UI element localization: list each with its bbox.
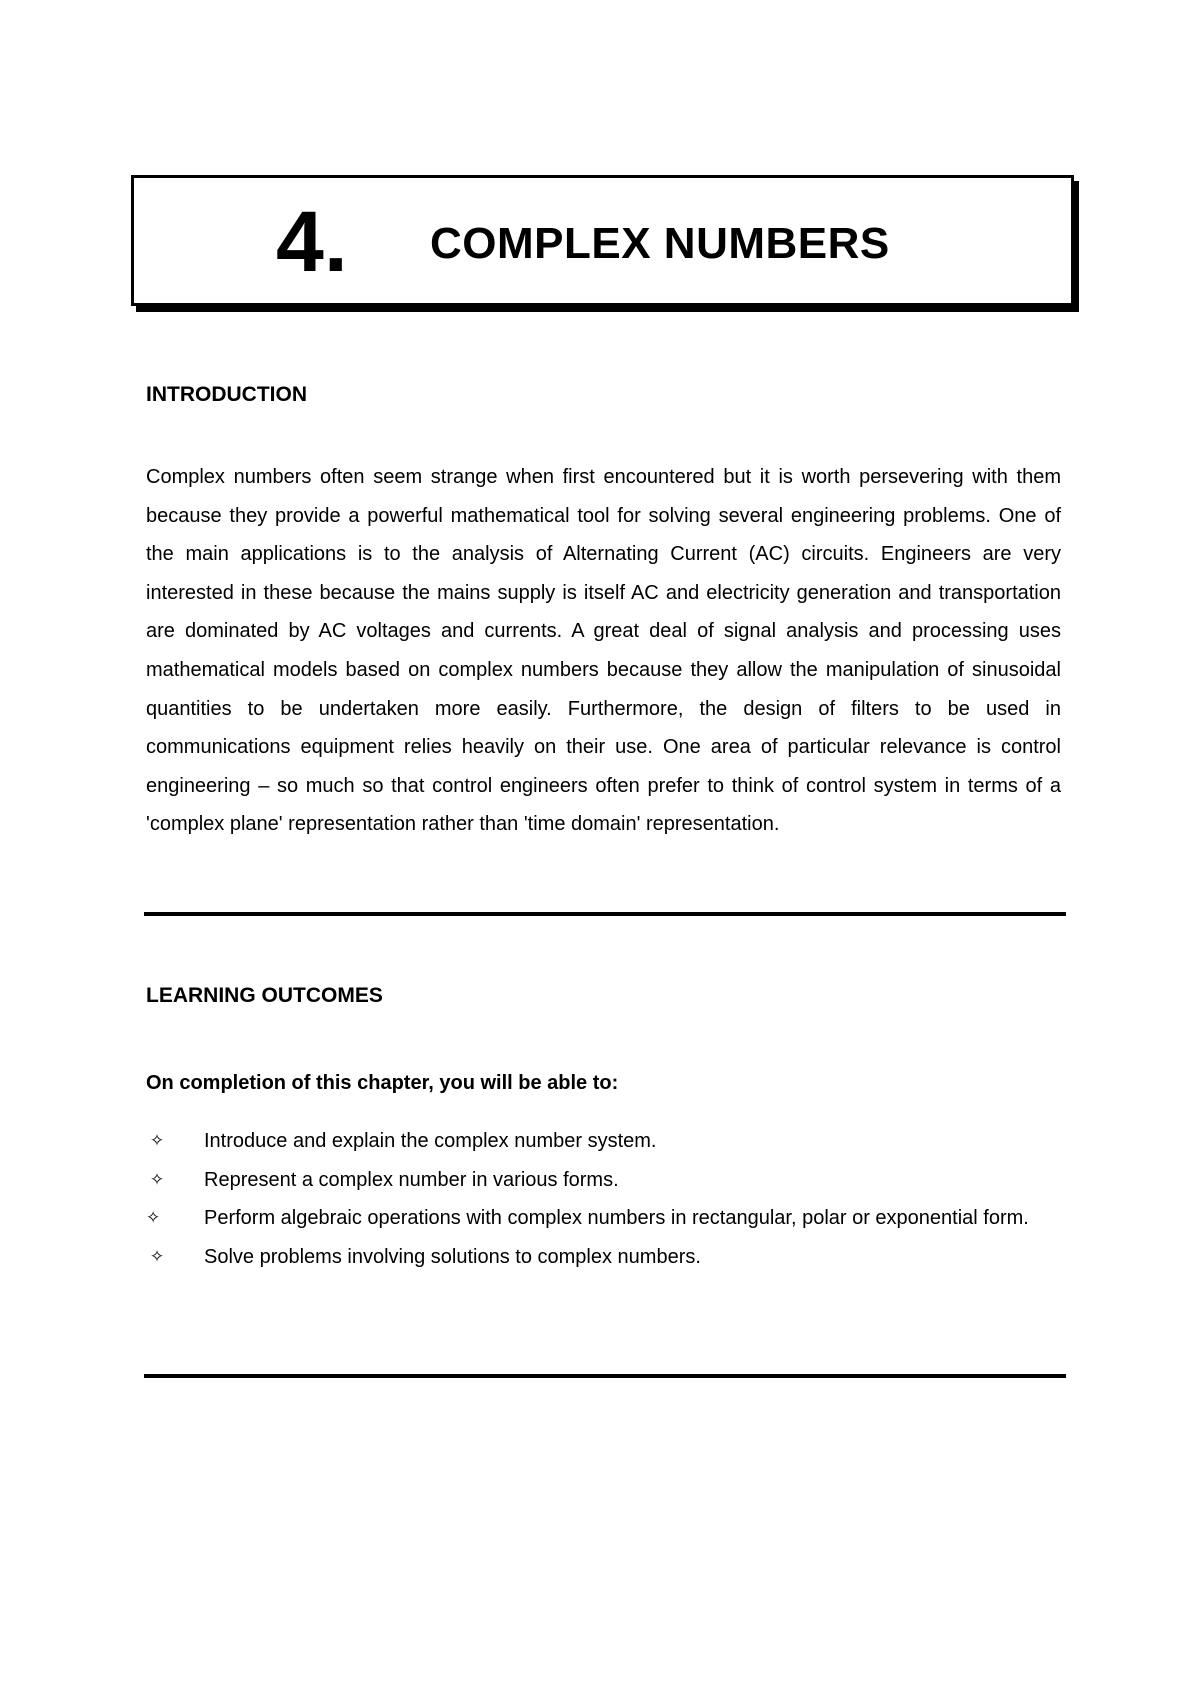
four-point-star-icon: ✧ <box>149 1131 165 1150</box>
list-item <box>146 1161 1061 1200</box>
learning-outcomes-heading: LEARNING OUTCOMES <box>146 984 383 1007</box>
list-item <box>146 1122 1061 1161</box>
list-item-text: Perform algebraic operations with complex numbers in rectangular, polar or exponential form. <box>204 1207 1029 1230</box>
list-item <box>146 1199 1061 1238</box>
learning-outcomes-list <box>146 1122 1061 1276</box>
list-item-text: Introduce and explain the complex number system. <box>204 1130 657 1152</box>
list-item <box>146 1238 1061 1277</box>
list-item-text: Represent a complex number in various forms. <box>204 1168 619 1191</box>
chapter-number: 4. <box>276 194 348 290</box>
four-point-star-icon: ✧ <box>149 1169 165 1189</box>
list-item-text: Solve problems involving solutions to complex numbers. <box>204 1245 701 1268</box>
four-point-star-icon: ✧ <box>149 1246 165 1266</box>
introduction-paragraph: Complex numbers often seem strange when first encountered but it is worth persevering with them because they provide a powerful mathematical tool for solving several engineering problems. One of the main applications is to the analysis of Alternating Current (AC) circuits. Engineers are very interested in these because the mains supply is itself AC and electricity generation and transportation are dominated by AC voltages and currents. A great deal of signal analysis and processing uses mathematical models based on complex numbers because they allow the manipulation of sinusoidal quantities to be undertaken more easily. Furthermore, the design of filters to be used in communications equipment relies heavily on their use. One area of particular relevance is control engineering – so much so that control engineers often prefer to think of control system in terms of a 'complex plane' representation rather than 'time domain' representation. <box>146 466 1061 836</box>
introduction-heading: INTRODUCTION <box>146 383 307 406</box>
section-divider <box>144 1374 1066 1378</box>
chapter-title: COMPLEX NUMBERS <box>430 219 890 268</box>
learning-outcomes-lead-in: On completion of this chapter, you will be able to: <box>146 1072 619 1094</box>
section-divider <box>144 912 1066 916</box>
four-point-star-icon: ✧ <box>146 1208 161 1228</box>
chapter-title-box <box>131 175 1074 306</box>
